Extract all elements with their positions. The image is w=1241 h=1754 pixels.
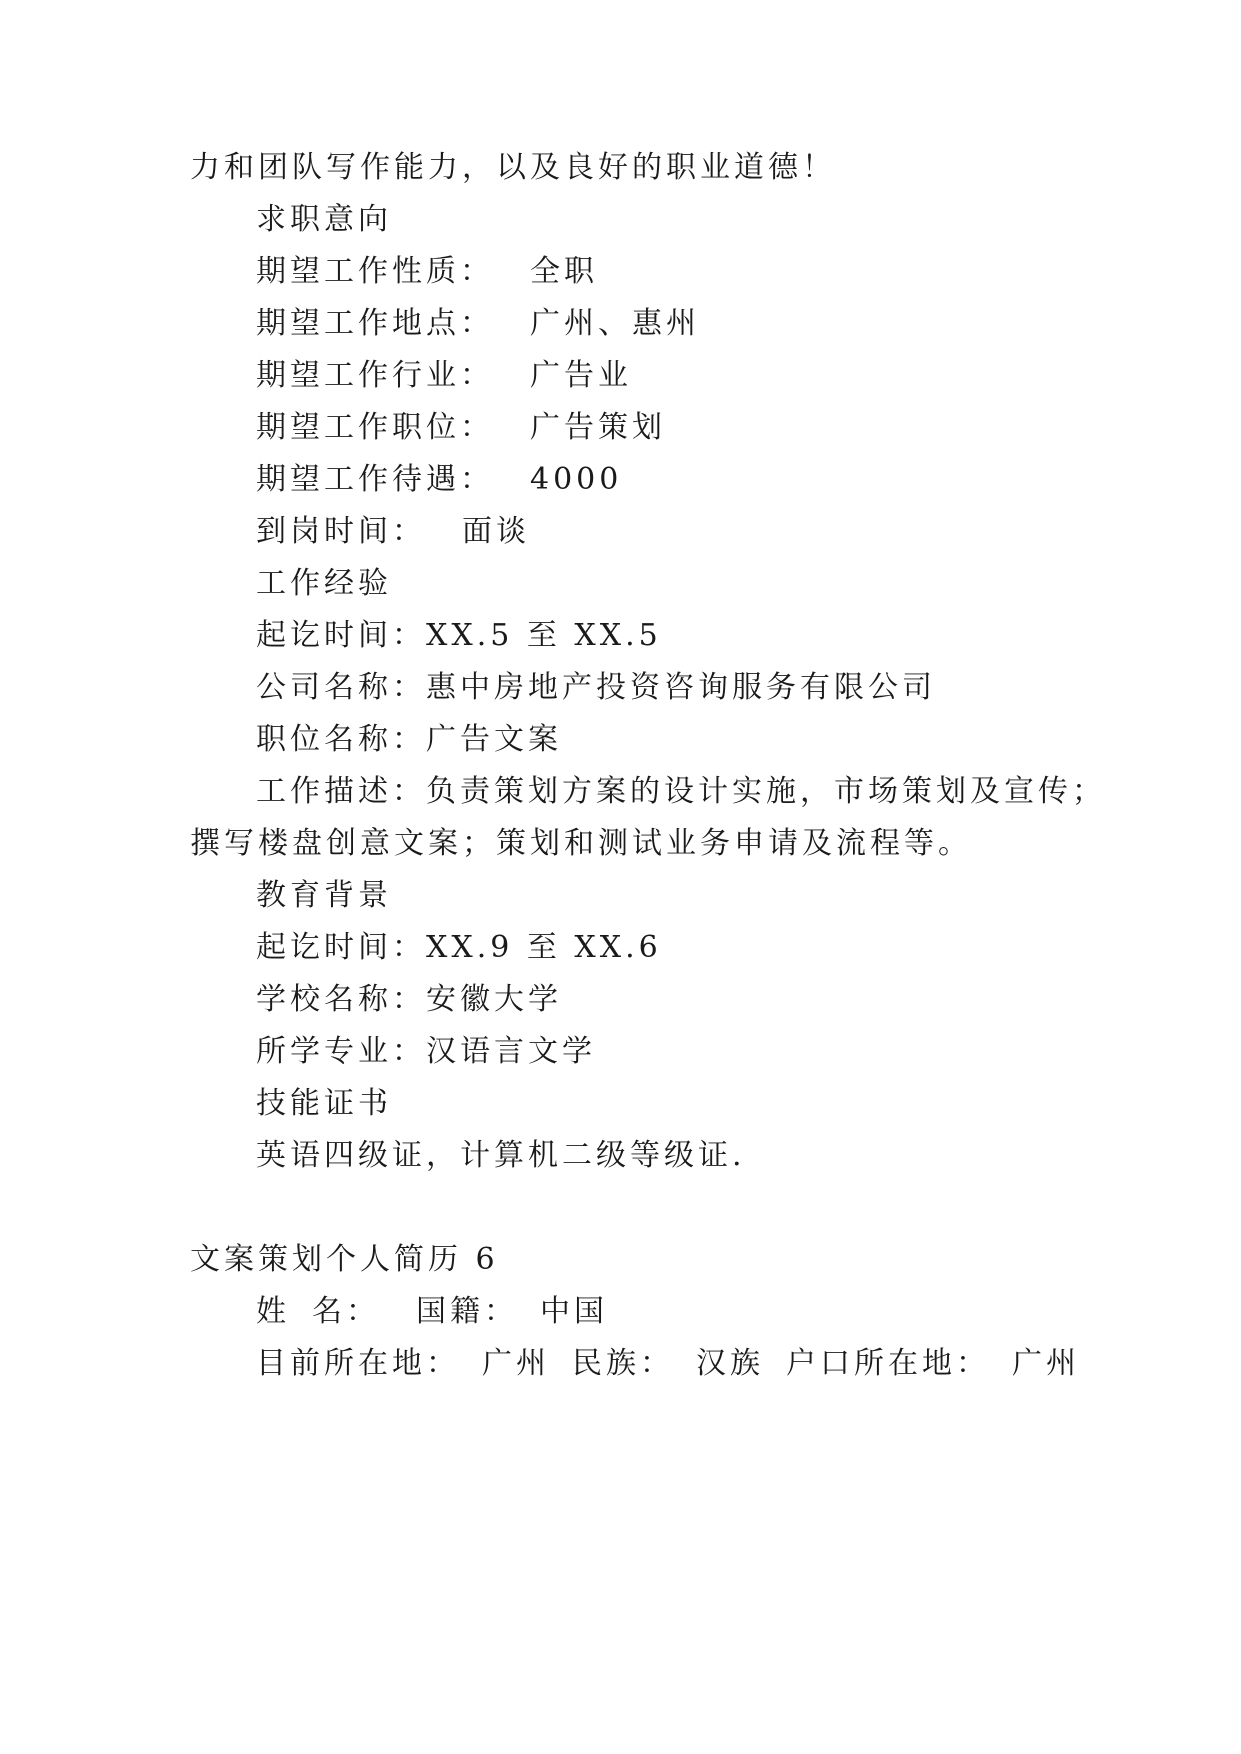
field-job-location: 期望工作地点： 广州、惠州 (256, 306, 700, 341)
field-job-type: 期望工作性质： 全职 (256, 254, 598, 289)
field-work-period: 起讫时间：XX.5 至 XX.5 (256, 618, 662, 653)
field-school-name: 学校名称：安徽大学 (256, 982, 562, 1017)
field-work-description: 工作描述：负责策划方案的设计实施，市场策划及宣传； (256, 774, 1106, 809)
field-start-time: 到岗时间： 面谈 (256, 514, 530, 549)
field-job-position: 期望工作职位： 广告策划 (256, 410, 666, 445)
section-heading-job-intention: 求职意向 (256, 202, 392, 237)
section-heading-education: 教育背景 (256, 878, 392, 913)
field-major: 所学专业：汉语言文学 (256, 1034, 596, 1069)
section-heading-work-experience: 工作经验 (256, 566, 392, 601)
section-heading-certificates: 技能证书 (256, 1086, 392, 1121)
field-location-ethnicity-hukou: 目前所在地： 广州 民族： 汉族 户口所在地： 广州 (256, 1346, 1080, 1381)
field-position-name: 职位名称：广告文案 (256, 722, 562, 757)
field-job-industry: 期望工作行业： 广告业 (256, 358, 632, 393)
resume-title: 文案策划个人简历 6 (190, 1242, 499, 1277)
field-company-name: 公司名称：惠中房地产投资咨询服务有限公司 (256, 670, 936, 705)
field-name-nationality: 姓 名： 国籍： 中国 (256, 1294, 608, 1329)
field-education-period: 起讫时间：XX.9 至 XX.6 (256, 930, 662, 965)
paragraph-line: 力和团队写作能力，以及良好的职业道德！ (190, 150, 836, 185)
field-certificates: 英语四级证，计算机二级等级证. (256, 1138, 746, 1173)
field-job-salary: 期望工作待遇： 4000 (256, 462, 623, 497)
field-work-description-continued: 撰写楼盘创意文案；策划和测试业务申请及流程等。 (190, 826, 972, 861)
